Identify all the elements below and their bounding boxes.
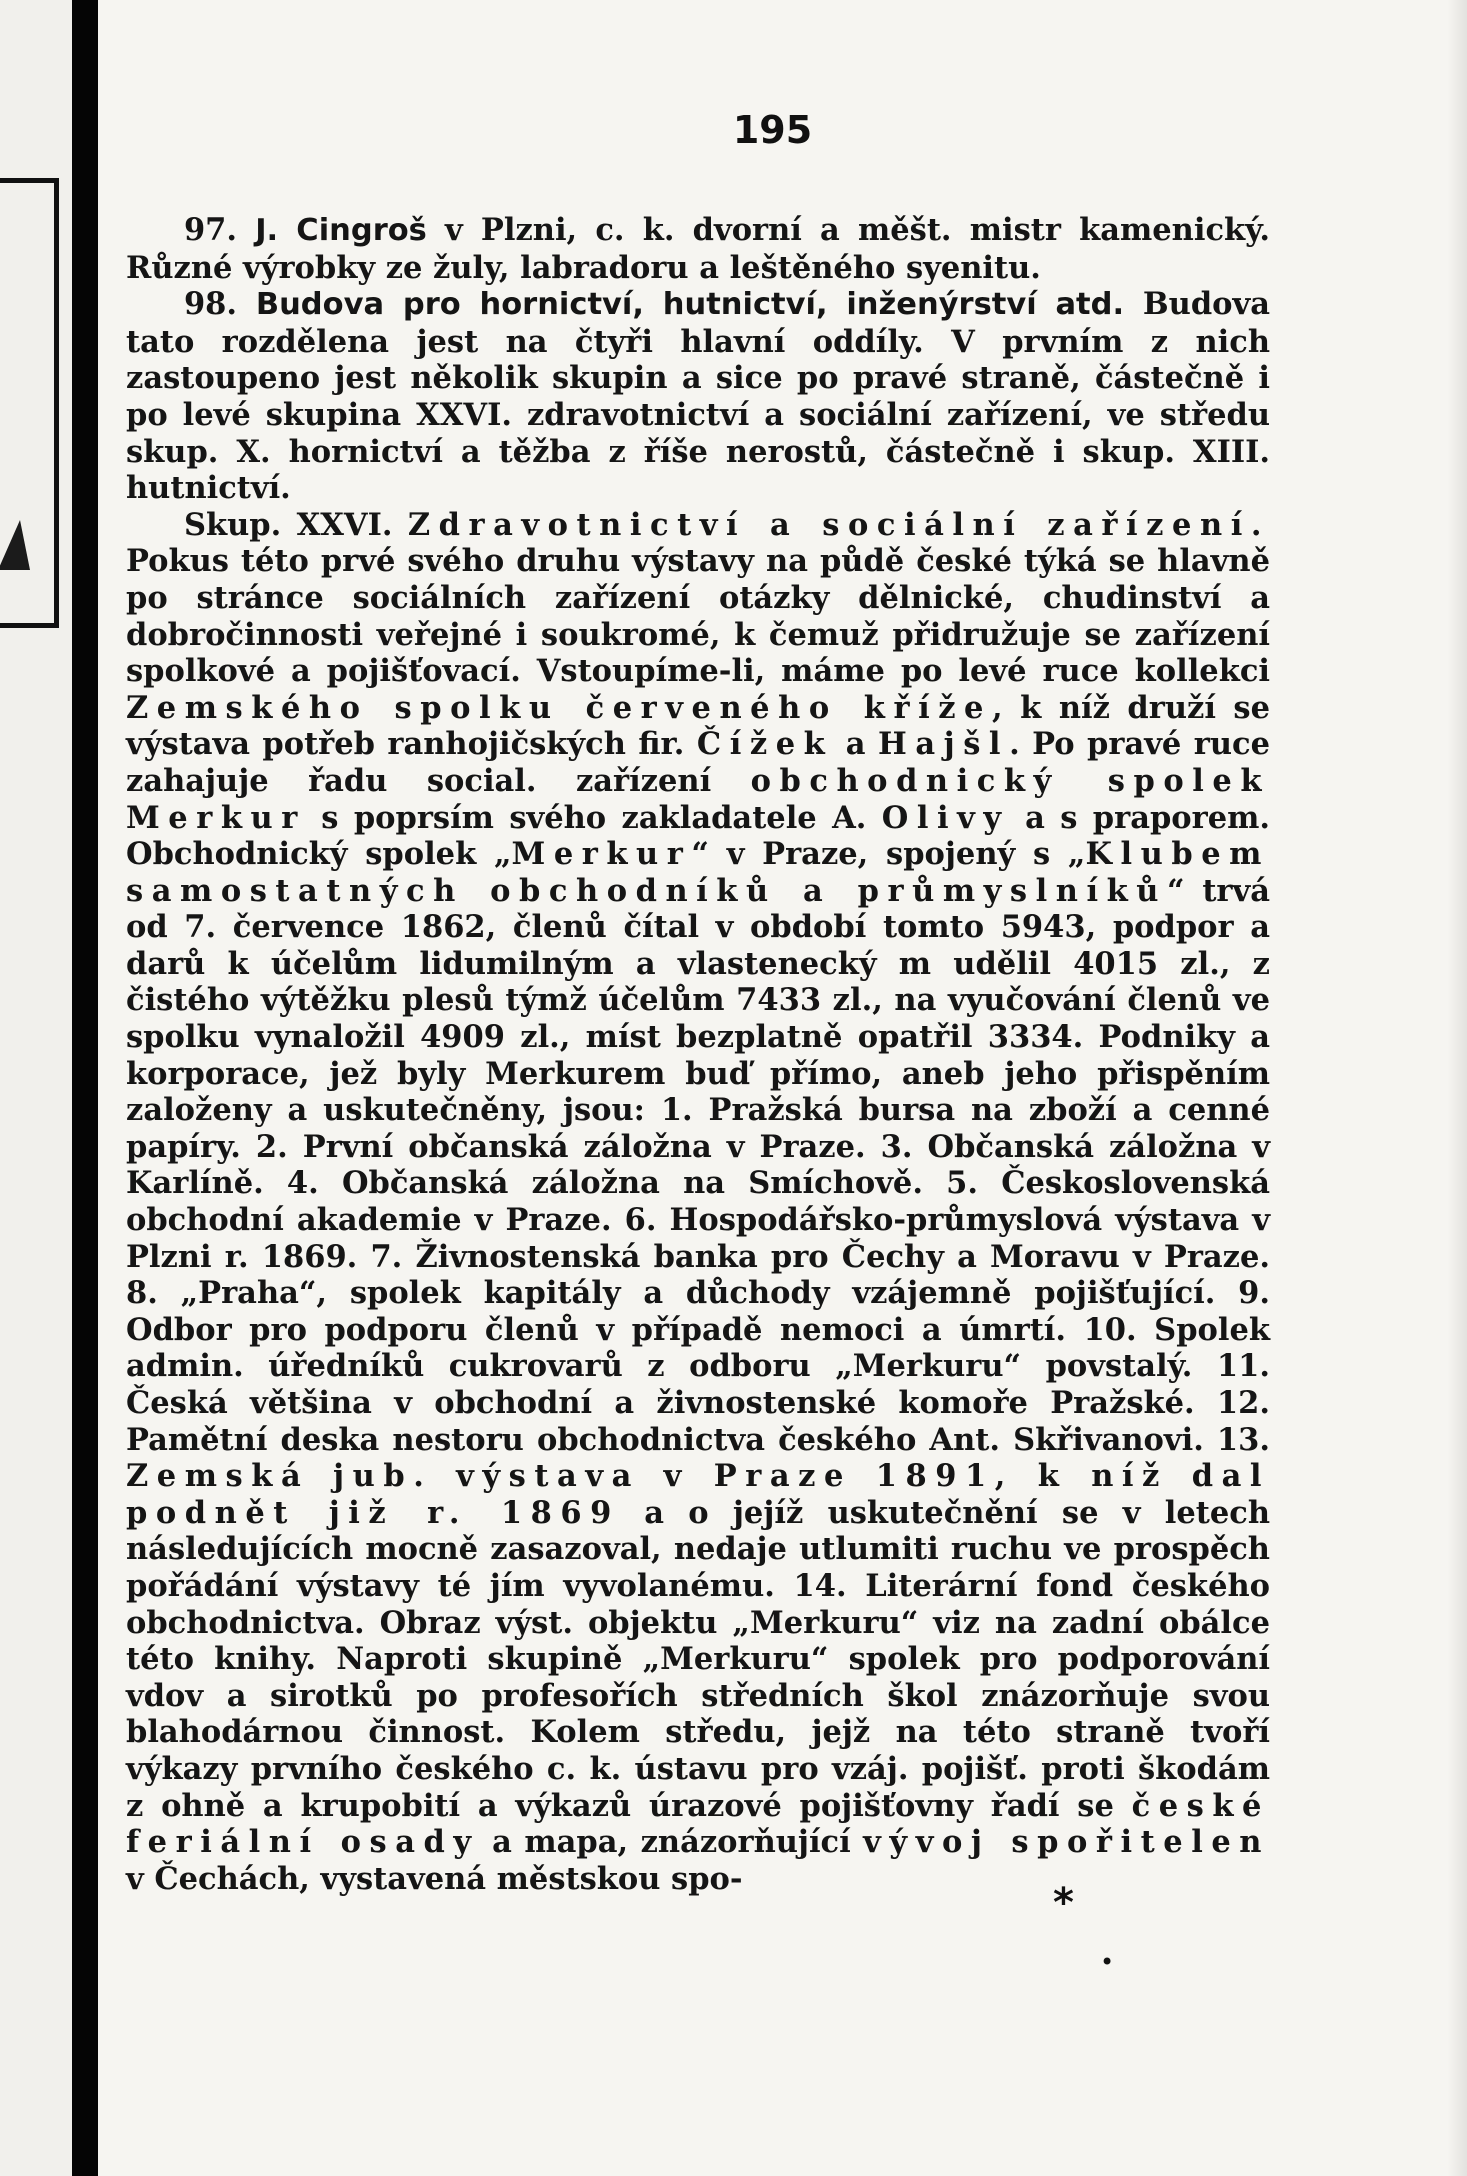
page-body-text <box>126 212 1270 1897</box>
spaced-emphasis: vývoj spořitelen <box>863 1824 1270 1861</box>
building-heading: Budova pro hornictví, hutnictví, inženýrství atd. <box>255 287 1125 323</box>
spaced-emphasis: Hajšl <box>877 726 1010 763</box>
spaced-emphasis: české feriální osady <box>126 1787 1270 1861</box>
text-run: . Po pravé ruce zahajuje řadu social. zařízení <box>126 726 1271 799</box>
text-run: 97. <box>183 212 256 248</box>
ink-speck: • <box>1100 1948 1115 1976</box>
adjacent-page-edge <box>0 0 72 2176</box>
text-run: s poprsím svého zakladatele A. <box>305 799 882 836</box>
spaced-emphasis: Zemská jub. výstava v Praze 1891, k níž dal podnět již r. 1869 <box>126 1458 1270 1531</box>
spaced-emphasis: Merkur <box>511 836 692 873</box>
text-run: , k níž druží se výstava potřeb ranhojičských fir. <box>126 689 1270 763</box>
spaced-emphasis: Klubem samostatných obchodníků a průmyslníků <box>126 836 1270 909</box>
entry-97 <box>126 212 1270 286</box>
text-run: a mapa, znázorňující <box>479 1824 864 1861</box>
text-run: a s praporem. Obchodnický spolek „ <box>126 799 1271 873</box>
book-page <box>98 0 1467 2176</box>
adjacent-page-mark <box>0 520 30 570</box>
page-number: 195 <box>732 108 813 152</box>
entry-98 <box>126 286 1270 507</box>
text-run: v Plzni, c. k. dvorní a měšt. mistr kamenický. Různé výrobky ze žuly, labradoru a leštěného syenitu. <box>126 212 1270 286</box>
exhibitor-name: J. Cingroš <box>255 213 427 248</box>
spaced-emphasis: Olivy <box>881 799 1010 836</box>
text-run: Pokus této prvé svého druhu výstavy na půdě české týká se hlavně po stránce sociálních zařízení otázky dělnické, chudinství a dobročinnosti veřejné i soukromé, k čemuž přidružuje se zařízení spolkové a pojišťovací. Vstoupíme-li, máme po levé ruce kollekci <box>126 543 1270 690</box>
asterisk-mark: * <box>1053 1880 1074 1926</box>
spaced-emphasis: obchodnický spolek Merkur <box>126 762 1271 836</box>
spaced-emphasis: Zemského spolku červeného kříže <box>126 689 993 726</box>
text-run: v Čechách, vystavená městskou spo- <box>126 1860 743 1897</box>
group-xxvi-paragraph <box>126 507 1270 1898</box>
text-run: a o jejíž uskutečnění se v letech následujících mocně zasazoval, nedaje utlumiti ruchu ve prospěch pořádání výstavy té jím vyvolanému. 14. Literární fond českého obchodnictva. Obraz výst. objektu „Merkuru“ viz na zadní obálce této knihy. Naproti skupině „Merkuru“ spolek pro podporování vdov a sirotků po profesořích středních škol znázorňuje svou blahodárnou činnost. Kolem středu, jejž na této straně tvoří výkazy prvního českého c. k. ústavu pro vzáj. pojišť. proti škodám z ohně a krupobití a výkazů úrazové pojišťovny řadí se <box>126 1494 1270 1824</box>
text-run: Budova tato rozdělena jest na čtyři hlavní oddíly. V prvním z nich zastoupeno jest několik skupin a sice po pravé straně, částečně i po levé skupina XXVI. zdravotnictví a sociální zařízení, ve středu skup. X. hornictví a těžba z říše nerostů, částečně i skup. XIII. hutnictví. <box>126 286 1270 507</box>
text-run: 98. <box>183 286 256 323</box>
spaced-emphasis: Čížek <box>696 726 834 763</box>
text-run: Skup. XXVI. <box>183 506 408 543</box>
text-run: “ trvá od 7. července 1862, členů čítal v období tomto 5943, podpor a darů k účelům lidumilným a vlastenecký m udělil 4015 zl., z čistého výtěžku plesů týmž účelům 7433 zl., na vyučování členů ve spolku vynaložil 4909 zl., míst bezplatně opatřil 3334. Podniky a korporace, jež byly Merkurem buď přímo, aneb jeho přispěním založeny a uskutečněny, jsou: 1. Pražská bursa na zboží a cenné papíry. 2. První občanská záložna v Praze. 3. Občanská záložna v Karlíně. 4. Občanská záložna na Smíchově. 5. Československá obchodní akademie v Praze. 6. Hospodářsko-průmyslová výstava v Plzni r. 1869. 7. Živnostenská banka pro Čechy a Moravu v Praze. 8. „Praha“, spolek kapitály a důchody vzájemně pojišťující. 9. Odbor pro podporu členů v případě nemoci a úmrtí. 10. Spolek admin. úředníků cukrovarů z odboru „Merkuru“ povstalý. 11. Česká většina v obchodní a živnostenské komoře Pražské. 12. Pamětní deska nestoru obchodnictva českého Ant. Skřivanovi. 13. <box>126 872 1270 1458</box>
page-edge-shadow <box>1447 0 1467 2176</box>
text-run: a <box>833 726 878 763</box>
text-run: “ v Praze, spojený s „ <box>691 836 1086 873</box>
spaced-emphasis: Zdravotnictví a sociální zařízení. <box>407 506 1270 543</box>
